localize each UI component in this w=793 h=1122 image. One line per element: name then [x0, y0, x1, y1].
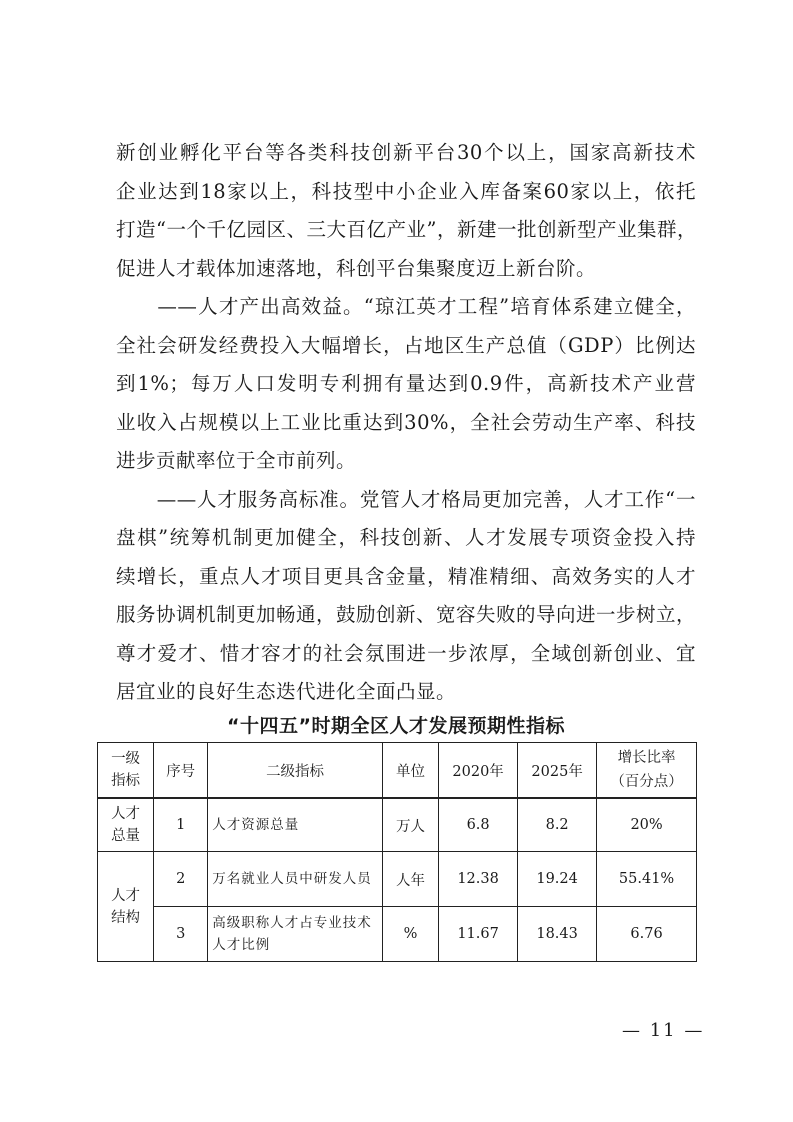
- row-no: 1: [154, 798, 208, 852]
- header-rate: 增长比率（百分点）: [597, 743, 697, 799]
- header-unit: 单位: [382, 743, 438, 799]
- text-line: 盘棋”统筹机制更加健全，科技创新、人才发展专项资金投入持: [116, 526, 696, 549]
- row-name: 人才资源总量: [208, 798, 383, 852]
- row-2025: 18.43: [518, 907, 597, 962]
- row-2025: 8.2: [518, 798, 597, 852]
- text-line: 续增长，重点人才项目更具含金量，精准精细、高效务实的人才: [116, 564, 696, 588]
- row-unit: %: [382, 907, 438, 962]
- category-cell: 人才总量: [98, 798, 154, 852]
- body-text: [116, 134, 696, 712]
- row-2020: 11.67: [439, 907, 518, 962]
- header-2025: 2025年: [518, 743, 597, 799]
- text-line: ——人才产出高效益。“琼江英才工程”培育体系建立健全，: [116, 295, 696, 318]
- text-line: 服务协调机制更加畅通，鼓励创新、宽容失败的导向进一步树立，: [116, 603, 697, 626]
- row-name: 万名就业人员中研发人员: [208, 852, 383, 907]
- text-line: 居宜业的良好生态迭代进化全面凸显。: [116, 680, 457, 703]
- text-line: 业收入占规模以上工业比重达到30%，全社会劳动生产率、科技: [116, 410, 696, 434]
- table-title: “十四五”时期全区人才发展预期性指标: [227, 715, 565, 737]
- category-cell: 人才结构: [98, 852, 154, 962]
- table-row: [98, 798, 697, 852]
- row-rate: 6.76: [597, 907, 697, 962]
- row-2020: 6.8: [439, 798, 518, 852]
- row-2020: 12.38: [439, 852, 518, 907]
- text-line: 促进人才载体加速落地，科创平台集聚度迈上新台阶。: [116, 256, 597, 280]
- header-category: 一级指标: [98, 743, 154, 799]
- table-header-row: [98, 743, 697, 799]
- row-rate: 20%: [597, 798, 697, 852]
- text-line: 打造“一个千亿园区、三大百亿产业”，新建一批创新型产业集群，: [116, 218, 697, 241]
- row-unit: 万人: [382, 798, 438, 852]
- text-line: 新创业孵化平台等各类科技创新平台30个以上，国家高新技术: [116, 141, 696, 164]
- row-name: 高级职称人才占专业技术人才比例: [208, 907, 383, 962]
- row-2025: 19.24: [518, 852, 597, 907]
- header-no: 序号: [154, 743, 208, 799]
- header-name: 二级指标: [208, 743, 383, 799]
- row-no: 3: [154, 907, 208, 962]
- text-line: 全社会研发经费投入大幅增长，占地区生产总值（GDP）比例达: [116, 333, 696, 357]
- row-unit: 人年: [382, 852, 438, 907]
- row-rate: 55.41%: [597, 852, 697, 907]
- text-line: 尊才爱才、惜才容才的社会氛围进一步浓厚，全域创新创业、宜: [116, 641, 696, 665]
- text-line: 企业达到18家以上，科技型中小企业入库备案60家以上，依托: [116, 179, 696, 203]
- header-2020: 2020年: [439, 743, 518, 799]
- page-number: — 11 —: [622, 1020, 705, 1041]
- text-line: 到1%；每万人口发明专利拥有量达到0.9件，高新技术产业营: [116, 372, 696, 395]
- text-line: ——人才服务高标准。党管人才格局更加完善，人才工作“一: [116, 487, 696, 511]
- text-line: 进步贡献率位于全市前列。: [116, 449, 357, 472]
- indicators-table: [97, 742, 697, 962]
- row-no: 2: [154, 852, 208, 907]
- table-row: [98, 852, 697, 907]
- table-row: [98, 907, 697, 962]
